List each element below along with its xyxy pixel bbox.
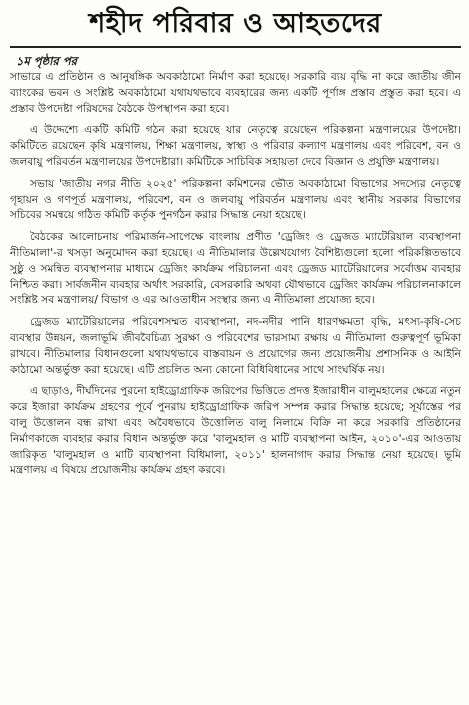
newspaper-clipping xyxy=(0,4,469,705)
paragraph-5: ড্রেজড ম্যাটেরিয়ালের পরিবেশসম্মত ব্যবস্থাপনা, নদ-নদীর পানি ধারণক্ষমতা বৃদ্ধি, মৎস্য-কৃষি-সেচ ব্যবস্থার উন্নয়ন, জলাভূমি জীববৈচিত্র্য সুরক্ষা ও পরিবেশের ভারসাম্য রক্ষায় এ নীতিমালা গুরুত্বপূর্ণ ভূমিকা রাখবে। নীতিমালার বিধানগুলো যথাযথভাবে বাস্তবায়ন ও প্রয়োগের জন্য প্রয়োজনীয় প্রশাসনিক ও আইনি কাঠামো অন্তর্ভুক্ত করা হয়েছে। এটি প্রচলিত অন্য কোনো বিধিবিধানের সাথে সাংঘর্ষিক নয়। xyxy=(10,316,461,376)
paragraph-2: এ উদ্দেশ্যে একটি কমিটি গঠন করা হয়েছে যার নেতৃত্বে রয়েছেন পরিকল্পনা মন্ত্রণালয়ের উপদেষ্টা। কমিটিতে রয়েছেন কৃষি মন্ত্রণালয়, শিক্ষা মন্ত্রণালয়, স্বাস্থ্য ও পরিবার কল্যাণ মন্ত্রণালয় এবং পরিবেশ, বন ও জলবায়ু পরিবর্তন মন্ত্রণালয়ের উপদেষ্টারা। কমিটিকে সাচিবিক সহায়তা দেবে বিজ্ঞান ও প্রযুক্তি মন্ত্রণালয়। xyxy=(10,124,461,168)
paragraph-4: বৈঠকের আলোচনায় পরিমার্জন-সাপেক্ষে বাংলায় প্রণীত 'ড্রেজিং ও ড্রেজড ম্যাটেরিয়াল ব্যবস্থাপনা নীতিমালা'-র খসড়া অনুমোদন করা হয়েছে। এ নীতিমালার উল্লেখযোগ্য বৈশিষ্ট্যগুলো হলো পরিকল্পিতভাবে সুষ্ঠু ও সমন্বিত ব্যবস্থাপনার মাধ্যমে ড্রেজিং কার্যক্রম পরিচালনা এবং ড্রেজড ম্যাটেরিয়ালের সর্বোত্তম ব্যবহার নিশ্চিত করা। সার্বজনীন ব্যবহার অর্থাৎ সরকারি, বেসরকারি অথবা যৌথভাবে ড্রেজিং কার্যক্রম পরিচালনাকালে সংশ্লিষ্ট সব মন্ত্রণালয়/ বিভাগ ও এর আওতাধীন সংস্থার জন্য এ নীতিমালা প্রযোজ্য হবে। xyxy=(10,231,461,307)
headline-rule xyxy=(10,46,461,48)
headline: শহীদ পরিবার ও আহতদের xyxy=(89,8,382,39)
paragraph-6: এ ছাড়াও, দীর্ঘদিনের পুরনো হাইড্রোগ্রাফিক জরিপের ভিত্তিতে প্রদত্ত ইজারাধীন বালুমহালের ক্ষেত্রে নতুন করে ইজারা কার্যক্রম গ্রহণের পূর্বে পুনরায় হাইড্রোগ্রাফিক জরিপ সম্পন্ন করার সিদ্ধান্ত হয়েছে; সূর্যাস্তের পর বালু উত্তোলন বন্ধ রাখা এবং অবৈধভাবে উত্তোলিত বালু নিলামে বিক্রি না করে সরকারি প্রতিষ্ঠানের নির্মাণকাজে ব্যবহার করার বিধান অন্তর্ভুক্ত করে 'বালুমহাল ও মাটি ব্যবস্থাপনা আইন, ২০১০'-এর আওতায় জারিকৃত 'বালুমহাল ও মাটি ব্যবস্থাপনা বিধিমালা, ২০১১' হালনাগাদ করার সিদ্ধান্ত নেয়া হয়েছে। ভূমি মন্ত্রণালয় এ বিষয়ে প্রয়োজনীয় কার্যক্রম গ্রহণ করবে। xyxy=(10,385,461,477)
paragraph-1: সাভারে এ প্রতিষ্ঠান ও আনুষঙ্গিক অবকাঠামো নির্মাণ করা হয়েছে। সরকারি ব্যয় বৃদ্ধি না করে জাতীয় জীন ব্যাংকের ভবন ও সংশ্লিষ্ট অবকাঠামো যথাযথভাবে ব্যবহারের জন্য একটি পূর্ণাঙ্গ প্রস্তাব প্রস্তুত করা হবে। এ প্রস্তাব উপদেষ্টা পরিষদের বৈঠকে উপস্থাপন করা হবে। xyxy=(10,71,461,115)
paragraph-3: সভায় 'জাতীয় নগর নীতি ২০২৫' পরিকল্পনা কমিশনের ভৌত অবকাঠামো বিভাগের সদস্যের নেতৃত্বে গৃহায়ন ও গণপূর্ত মন্ত্রণালয়, পরিবেশ, বন ও জলবায়ু পরিবর্তন মন্ত্রণালয় এবং স্থানীয় সরকার বিভাগের সচিবের সমন্বয়ে গঠিত কমিটি কর্তৃক পুনর্গঠন করার সিদ্ধান্ত নেয়া হয়েছে। xyxy=(10,177,461,222)
article-body xyxy=(10,70,461,479)
continuation-label: ১ম পৃষ্ঠার পর xyxy=(16,54,77,68)
